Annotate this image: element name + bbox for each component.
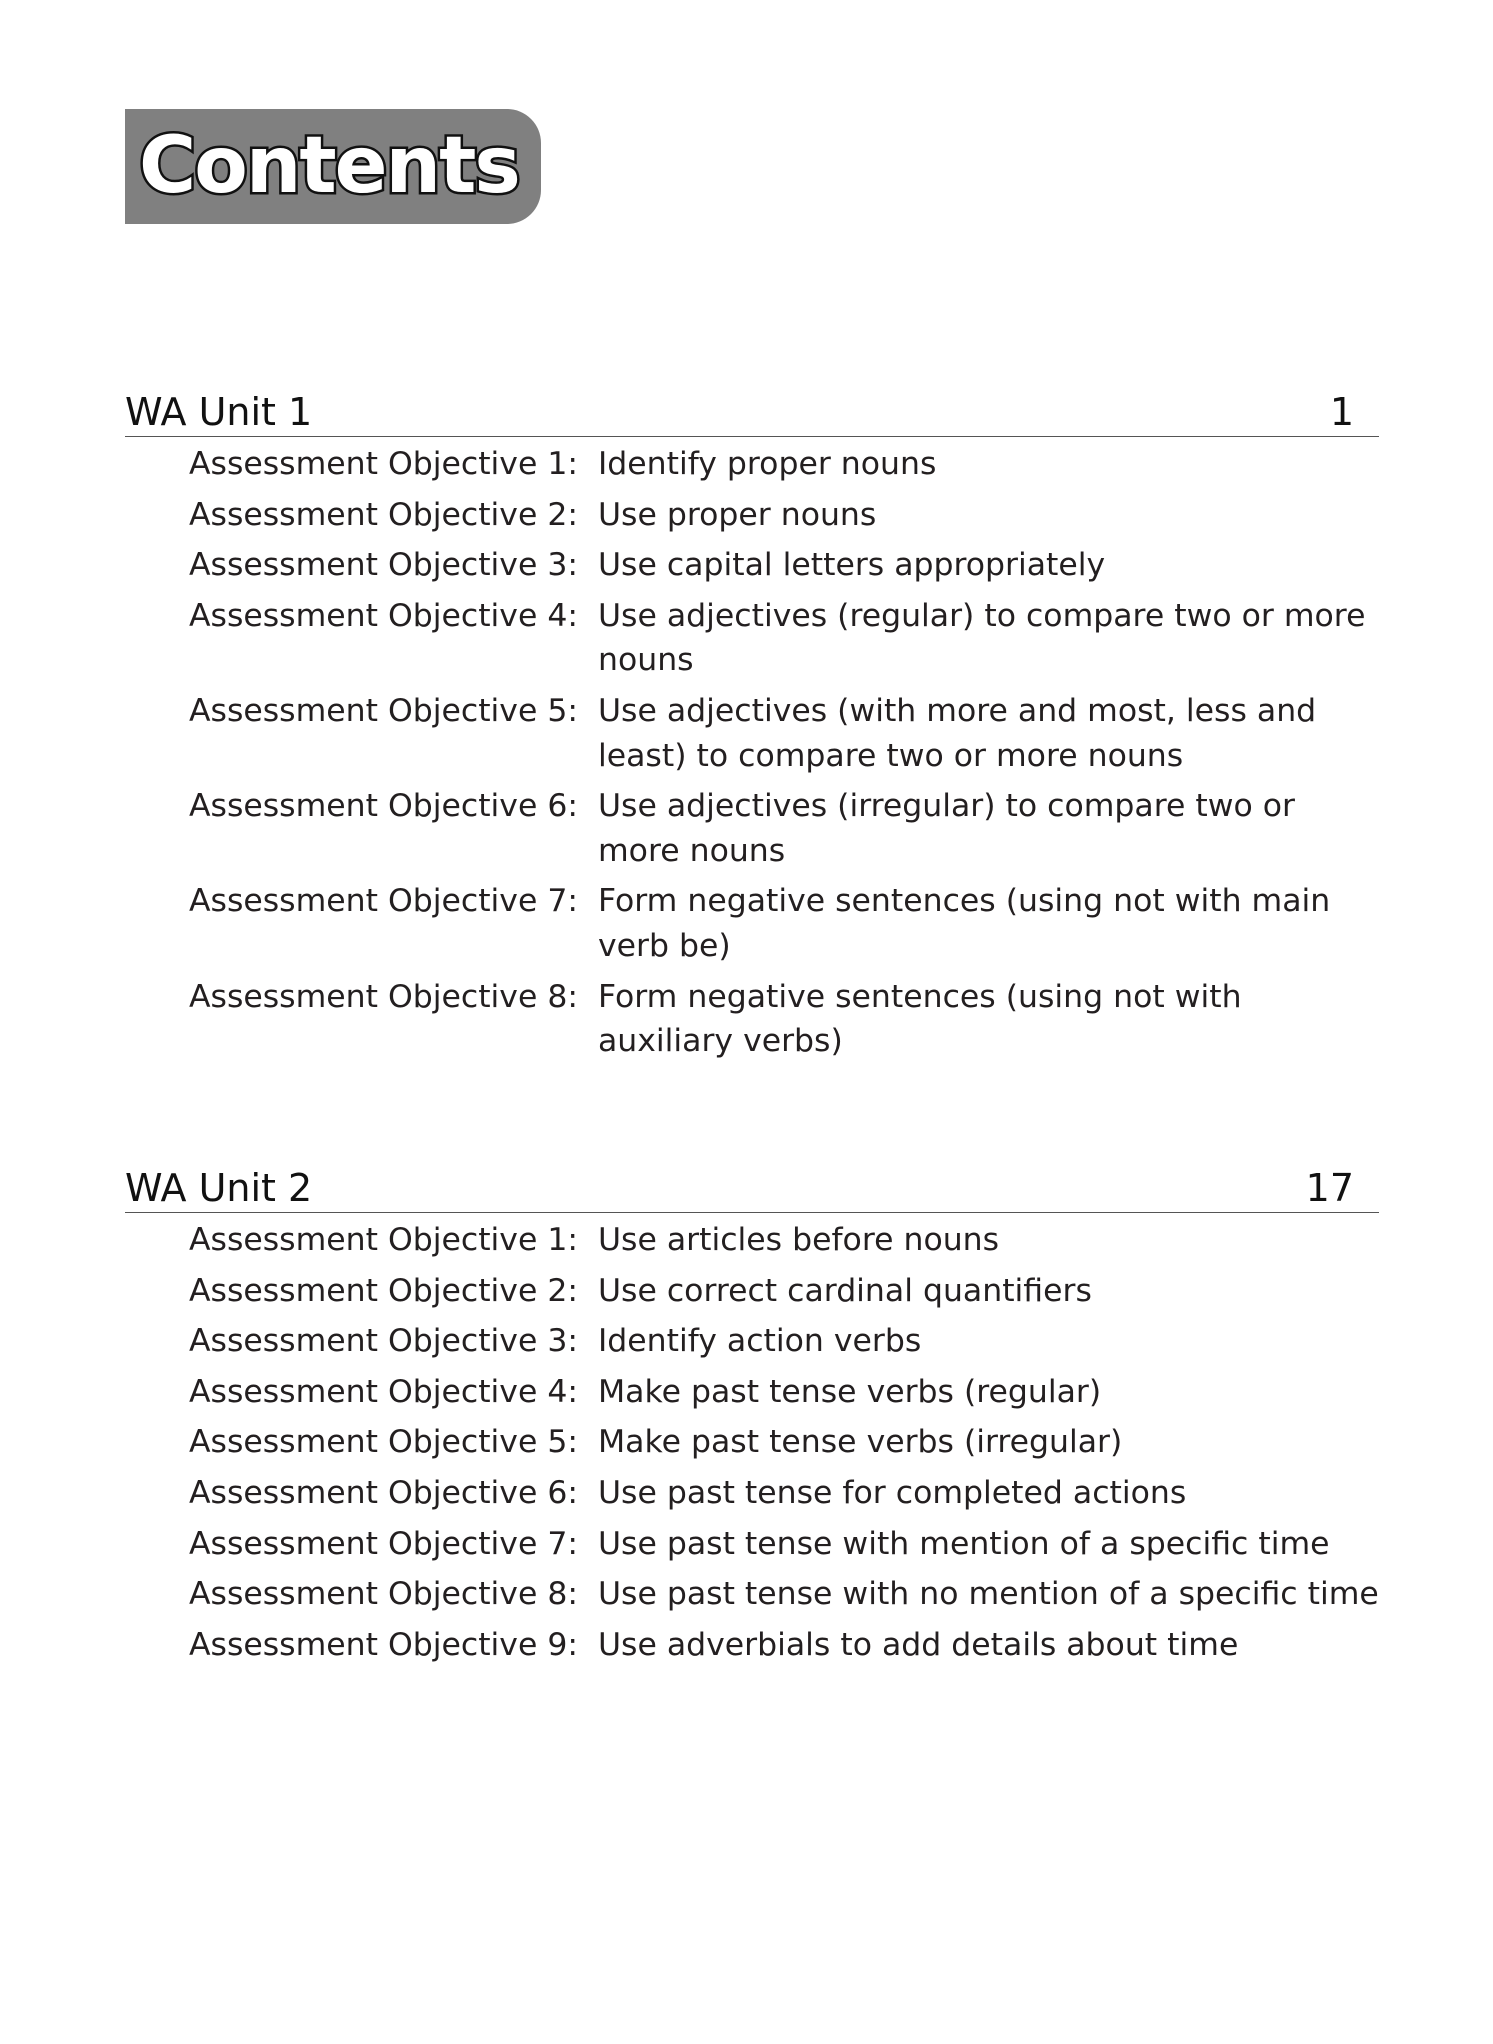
objective-row — [125, 1623, 1379, 1668]
objective-row — [125, 1218, 1379, 1263]
unit-title: WA Unit 1 — [125, 390, 313, 434]
objective-description: Use past tense with mention of a specific time — [598, 1525, 1330, 1562]
objective-row — [125, 1269, 1379, 1314]
objective-description: Use adverbials to add details about time — [598, 1626, 1239, 1663]
objective-label: Assessment Objective 4: — [189, 1373, 578, 1410]
objective-row — [125, 1522, 1379, 1567]
objective-label: Assessment Objective 1: — [189, 446, 578, 482]
objectives-list — [125, 1213, 1379, 1667]
objective-description: Use past tense with no mention of a specific time — [598, 1576, 1379, 1613]
objective-description: Form negative sentences (using not with auxiliary verbs) — [598, 978, 1242, 1060]
objective-row — [125, 689, 1379, 778]
objective-description: Identify proper nouns — [598, 446, 937, 482]
objective-label: Assessment Objective 7: — [189, 1525, 578, 1562]
unit-section-1 — [125, 382, 1379, 1070]
unit-title: WA Unit 2 — [125, 1166, 313, 1210]
objective-label: Assessment Objective 1: — [189, 1222, 578, 1258]
objective-description: Form negative sentences (using not with main verb be) — [598, 883, 1331, 964]
objective-row — [125, 1319, 1379, 1364]
objective-description: Make past tense verbs (irregular) — [598, 1424, 1123, 1461]
objective-description: Use articles before nouns — [598, 1222, 1000, 1258]
objective-description: Use past tense for completed actions — [598, 1474, 1187, 1511]
unit-page-number: 17 — [1305, 1166, 1354, 1210]
objective-label: Assessment Objective 5: — [189, 1424, 578, 1461]
objective-description: Identify action verbs — [598, 1323, 922, 1360]
objective-description: Use proper nouns — [598, 496, 877, 533]
unit-header — [125, 382, 1379, 437]
objective-row — [125, 543, 1379, 588]
objective-row — [125, 879, 1379, 968]
objective-row — [125, 1420, 1379, 1465]
objective-description: Use capital letters appropriately — [598, 547, 1106, 584]
objective-row — [125, 1370, 1379, 1415]
objective-label: Assessment Objective 9: — [189, 1626, 578, 1663]
objective-label: Assessment Objective 8: — [189, 978, 578, 1015]
objective-label: Assessment Objective 3: — [189, 547, 578, 584]
objective-label: Assessment Objective 5: — [189, 692, 578, 729]
objective-description: Make past tense verbs (regular) — [598, 1373, 1102, 1410]
objective-label: Assessment Objective 8: — [189, 1576, 578, 1613]
unit-page-number: 1 — [1329, 390, 1354, 434]
objective-label: Assessment Objective 3: — [189, 1323, 578, 1360]
unit-section-2 — [125, 1158, 1379, 1673]
objective-label: Assessment Objective 6: — [189, 1474, 578, 1511]
objective-row — [125, 975, 1379, 1064]
objectives-list — [125, 437, 1379, 1064]
objective-row — [125, 1572, 1379, 1617]
objective-row — [125, 784, 1379, 873]
objective-description: Use adjectives (irregular) to compare two or more nouns — [598, 788, 1295, 869]
objective-row — [125, 493, 1379, 538]
objective-description: Use correct cardinal quantifiers — [598, 1272, 1092, 1309]
objective-row — [125, 442, 1379, 487]
objective-label: Assessment Objective 7: — [189, 883, 578, 920]
unit-header — [125, 1158, 1379, 1213]
objective-label: Assessment Objective 6: — [189, 788, 578, 825]
page-title: Contents — [139, 121, 519, 211]
objective-description: Use adjectives (regular) to compare two or more nouns — [598, 597, 1366, 679]
objective-row — [125, 594, 1379, 683]
objective-label: Assessment Objective 2: — [189, 496, 578, 533]
objective-row — [125, 1471, 1379, 1516]
objective-label: Assessment Objective 2: — [189, 1272, 578, 1309]
objective-label: Assessment Objective 4: — [189, 597, 578, 634]
objective-description: Use adjectives (with more and most, less and least) to compare two or more nouns — [598, 692, 1317, 774]
